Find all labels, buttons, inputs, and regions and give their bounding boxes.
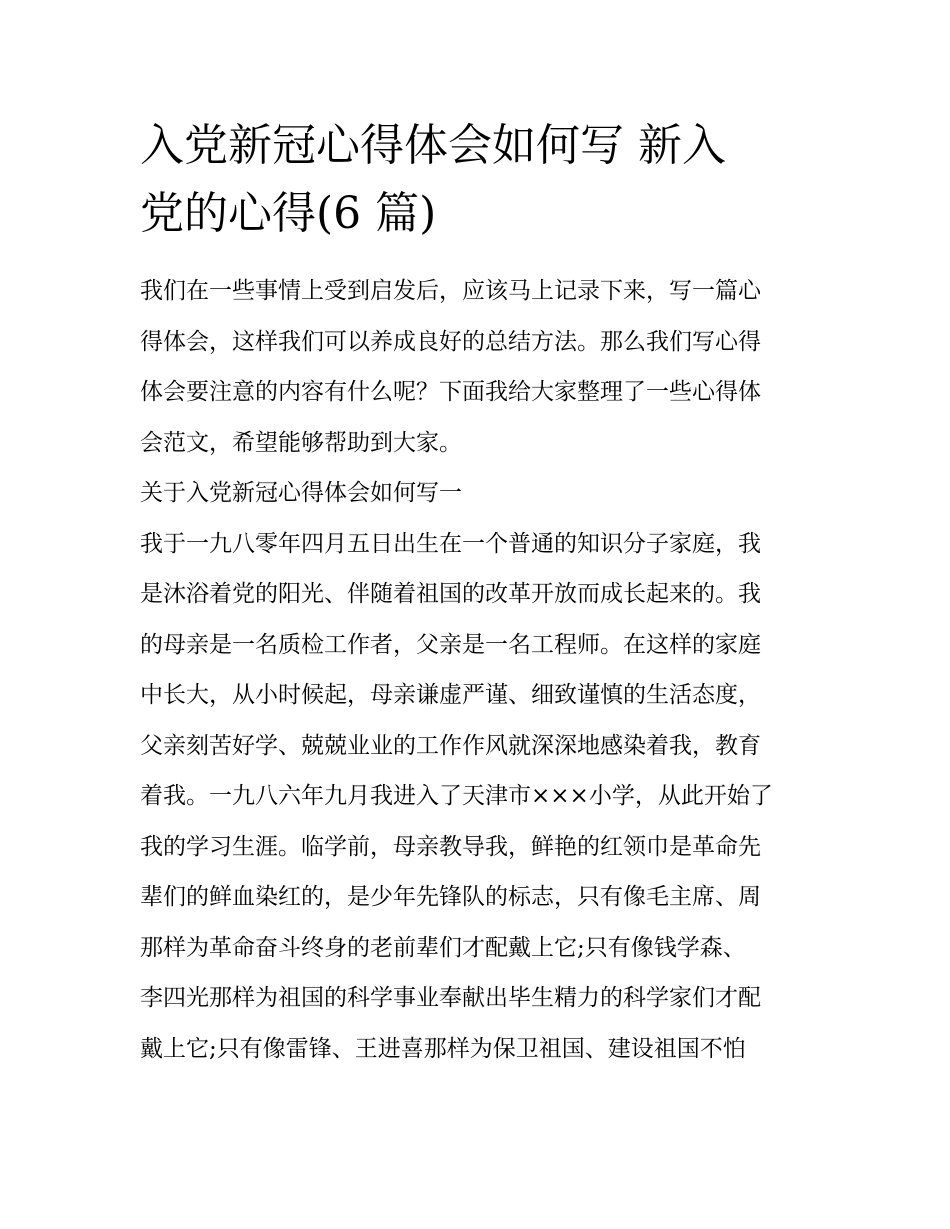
intro-line-2: 得体会，这样我们可以养成良好的总结方法。那么我们写心得 <box>140 328 761 355</box>
document-title <box>140 112 820 248</box>
body-line-11: 戴上它;只有像雷锋、王进喜那样为保卫祖国、建设祖国不怕 <box>140 1035 746 1062</box>
body-line-7: 我的学习生涯。临学前，母亲教导我，鲜艳的红领巾是革命先 <box>140 833 761 860</box>
intro-paragraph <box>140 266 820 468</box>
body-line-9: 那样为革命奋斗终身的老前辈们才配戴上它;只有像钱学森、 <box>140 934 746 961</box>
body-line-8: 辈们的鲜血染红的，是少年先锋队的标志，只有像毛主席、周 <box>140 884 761 910</box>
body-line-3: 的母亲是一名质检工作者，父亲是一名工程师。在这样的家庭 <box>140 631 761 658</box>
section-heading-text: 关于入党新冠心得体会如何写一 <box>140 480 462 506</box>
section-heading <box>140 468 820 519</box>
body-line-5: 父亲刻苦好学、兢兢业业的工作作风就深深地感染着我，教育 <box>140 732 761 759</box>
intro-line-3: 体会要注意的内容有什么呢？下面我给大家整理了一些心得体 <box>140 379 761 405</box>
body-line-6: 着我。一九八六年九月我进入了天津市×××小学，从此开始了 <box>140 783 773 809</box>
intro-line-1: 我们在一些事情上受到启发后，应该马上记录下来，写一篇心 <box>140 278 761 304</box>
title-line-1: 入党新冠心得体会如何写 新入 <box>140 120 726 171</box>
title-line-2: 党的心得(6 篇) <box>140 188 437 239</box>
document-content <box>140 112 820 1074</box>
body-paragraph <box>140 519 820 1075</box>
intro-line-4: 会范文，希望能够帮助到大家。 <box>140 429 462 456</box>
body-line-1: 我于一九八零年四月五日出生在一个普通的知识分子家庭，我 <box>140 530 761 557</box>
body-line-10: 李四光那样为祖国的科学事业奉献出毕生精力的科学家们才配 <box>140 985 761 1011</box>
body-line-2: 是沐浴着党的阳光、伴随着祖国的改革开放而成长起来的。我 <box>140 581 761 607</box>
body-line-4: 中长大，从小时候起，母亲谦虚严谨、细致谨慎的生活态度， <box>140 682 761 708</box>
document-body <box>140 266 820 1074</box>
